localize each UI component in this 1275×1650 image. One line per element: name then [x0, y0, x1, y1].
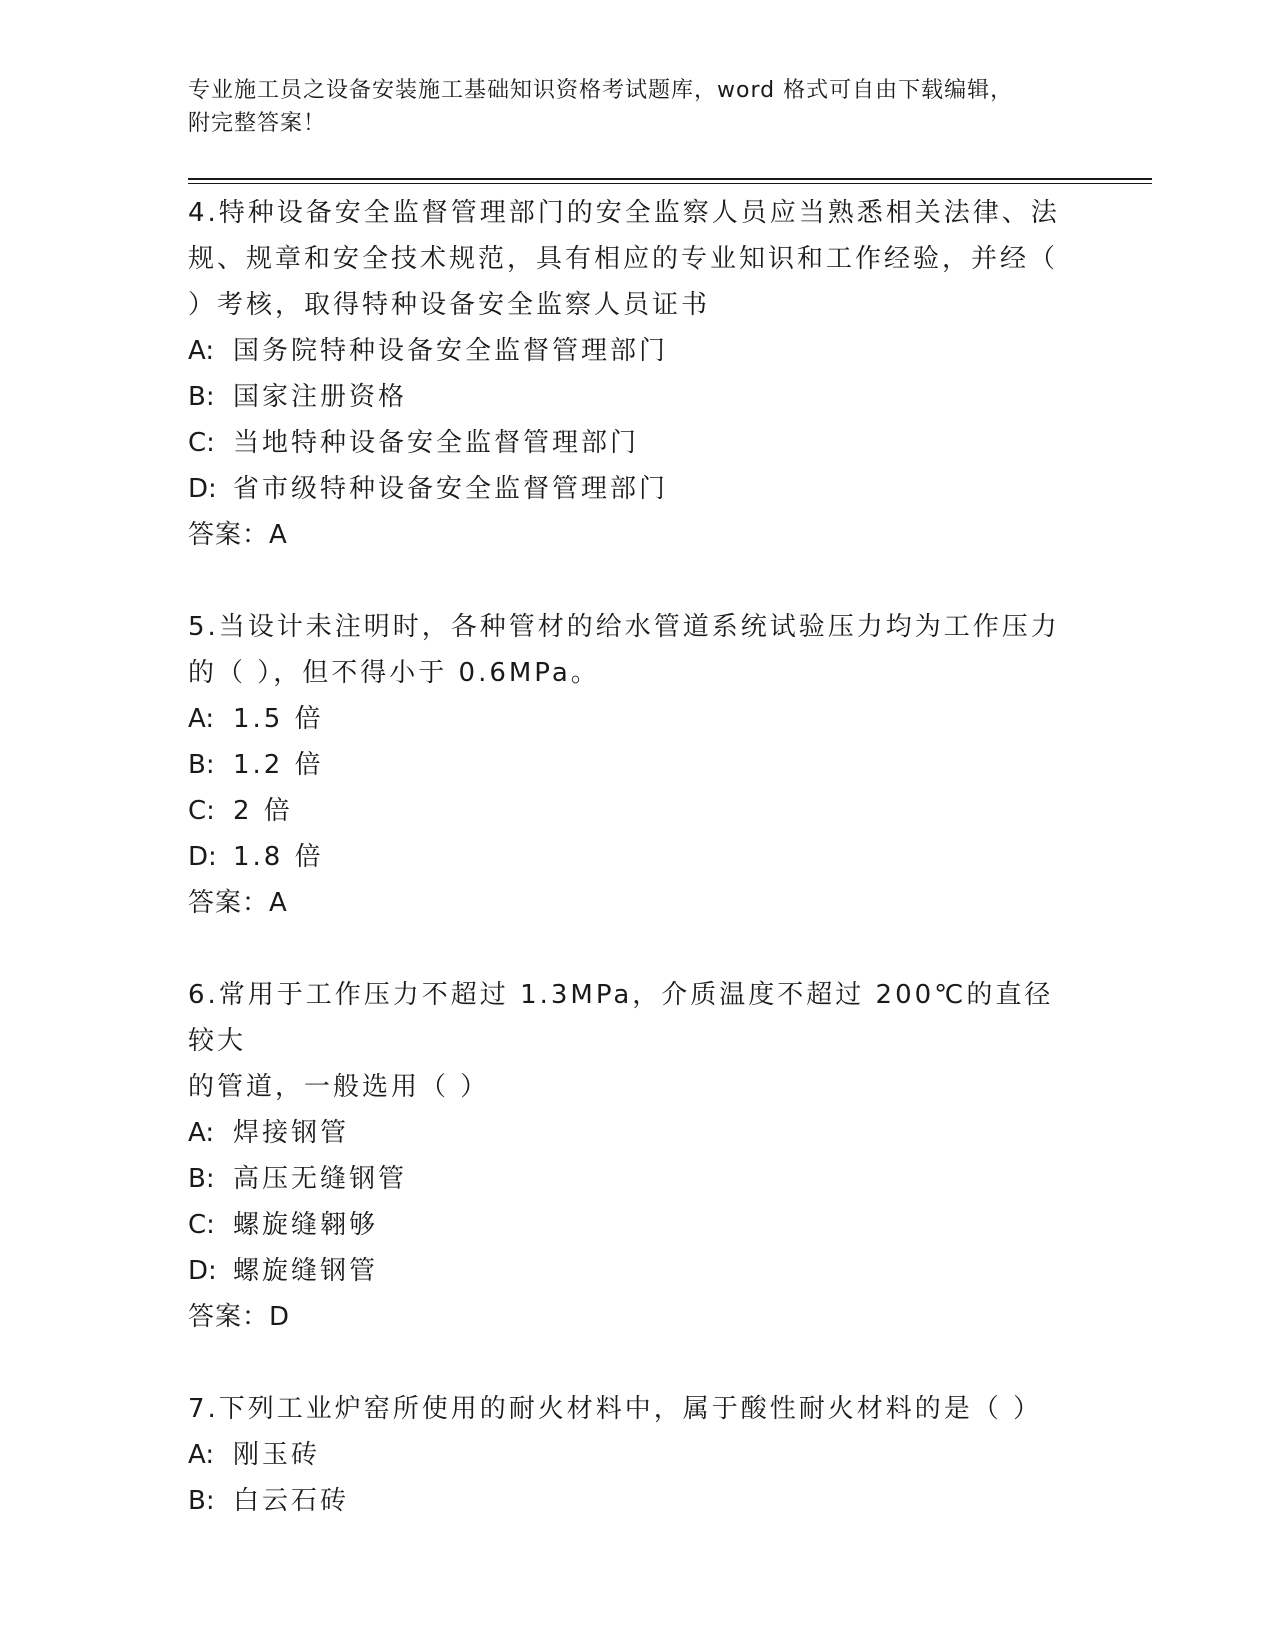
- question-line: 7.下列工业炉窑所使用的耐火材料中，属于酸性耐火材料的是（ ）: [188, 1394, 1043, 1424]
- option-text: 白云石砖: [233, 1486, 350, 1516]
- option-c: [188, 788, 1068, 834]
- header-line-1: 专业施工员之设备安装施工基础知识资格考试题库，word 格式可自由下载编辑，: [188, 78, 1014, 103]
- option-a: [188, 1110, 1068, 1156]
- option-b: [188, 374, 1068, 420]
- option-text: 2 倍: [233, 796, 293, 826]
- option-text: 焊接钢管: [233, 1118, 350, 1148]
- option-text: 1.8 倍: [233, 842, 324, 872]
- header-line-2: 附完整答案！: [188, 111, 327, 136]
- question-line: 规、规章和安全技术规范，具有相应的专业知识和工作经验，并经（: [188, 244, 1059, 274]
- option-a: [188, 1432, 1068, 1478]
- option-text: 省市级特种设备安全监督管理部门: [233, 474, 669, 504]
- option-key: A:: [188, 1118, 215, 1148]
- question-line: ）考核，取得特种设备安全监察人员证书: [188, 290, 711, 320]
- option-text: 螺旋缝翱够: [233, 1210, 379, 1240]
- question-line: 4.特种设备安全监督管理部门的安全监察人员应当熟悉相关法律、法: [188, 198, 1060, 228]
- question-line: 的（ ），但不得小于 0.6MPa。: [188, 658, 600, 688]
- option-c: [188, 420, 1068, 466]
- option-d: [188, 834, 1068, 880]
- option-key: B:: [188, 750, 215, 780]
- option-key: C:: [188, 1210, 215, 1240]
- option-b: [188, 1478, 1068, 1524]
- option-key: B:: [188, 1164, 215, 1194]
- option-a: [188, 696, 1068, 742]
- header-divider-thick: [188, 178, 1152, 180]
- option-key: D:: [188, 1256, 217, 1286]
- option-c: [188, 1202, 1068, 1248]
- option-key: A:: [188, 336, 215, 366]
- question-block: [188, 1386, 1068, 1524]
- option-text: 当地特种设备安全监督管理部门: [233, 428, 640, 458]
- option-text: 螺旋缝钢管: [233, 1256, 379, 1286]
- question-line: 5.当设计未注明时，各种管材的给水管道系统试验压力均为工作压力: [188, 612, 1060, 642]
- option-text: 国家注册资格: [233, 382, 408, 412]
- option-d: [188, 466, 1068, 512]
- option-a: [188, 328, 1068, 374]
- option-b: [188, 742, 1068, 788]
- option-key: D:: [188, 474, 217, 504]
- option-key: A:: [188, 1440, 215, 1470]
- header-divider-thin: [188, 183, 1152, 184]
- question-line: 6.常用于工作压力不超过 1.3MPa，介质温度不超过 200℃的直径较大: [188, 980, 1054, 1056]
- question-block: [188, 972, 1068, 1340]
- option-b: [188, 1156, 1068, 1202]
- option-key: C:: [188, 428, 215, 458]
- answer-line: 答案：D: [188, 1302, 291, 1332]
- option-text: 高压无缝钢管: [233, 1164, 408, 1194]
- option-key: B:: [188, 382, 215, 412]
- option-text: 刚玉砖: [233, 1440, 321, 1470]
- option-key: A:: [188, 704, 215, 734]
- option-key: C:: [188, 796, 215, 826]
- option-text: 国务院特种设备安全监督管理部门: [233, 336, 669, 366]
- question-block: [188, 604, 1068, 926]
- answer-line: 答案：A: [188, 520, 288, 550]
- document-header: [188, 74, 1088, 140]
- option-key: B:: [188, 1486, 215, 1516]
- option-text: 1.5 倍: [233, 704, 324, 734]
- option-text: 1.2 倍: [233, 750, 324, 780]
- question-line: 的管道，一般选用（ ）: [188, 1072, 490, 1102]
- answer-line: 答案：A: [188, 888, 288, 918]
- option-key: D:: [188, 842, 217, 872]
- question-block: [188, 190, 1068, 558]
- option-d: [188, 1248, 1068, 1294]
- question-list: [188, 190, 1068, 1570]
